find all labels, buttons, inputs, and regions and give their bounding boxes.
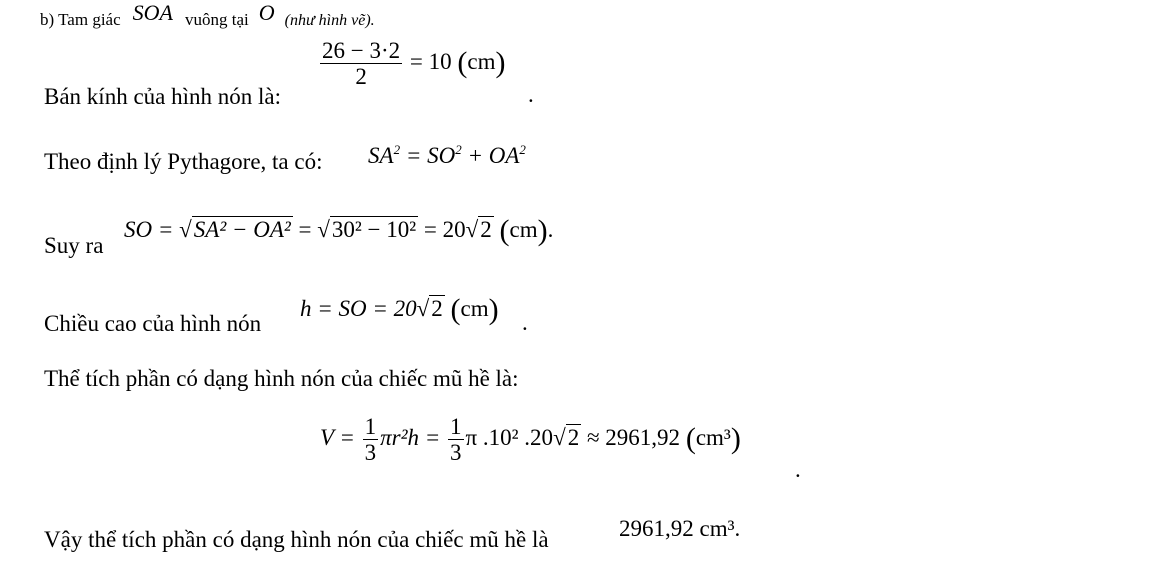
radius-label: Bán kính của hình nón là: <box>44 84 281 109</box>
volume-tail: π .10² .20 <box>465 425 554 451</box>
part-b-label: b) Tam giác <box>40 10 121 29</box>
pyth-sa: SA <box>368 143 394 168</box>
volume-approx: ≈ 2961,92 <box>586 425 681 451</box>
radius-fraction <box>320 38 402 90</box>
so-sqrt-1: SA² − OA² <box>193 217 291 242</box>
height-label: Chiều cao của hình nón <box>44 311 262 336</box>
volume-frac2-den: 3 <box>450 440 462 466</box>
so-result: = 20 <box>423 217 466 242</box>
so-unit: cm <box>509 217 538 242</box>
height-formula: h = SO = 20√2 (cm) <box>300 293 499 326</box>
volume-mid: πr²h = <box>380 425 441 451</box>
volume-frac2-num: 1 <box>450 414 462 439</box>
radius-formula: $\frac{26 - 3\cdot 2}{2}$ = 10 (cm) <box>322 38 506 90</box>
volume-frac1-den: 3 <box>364 440 377 466</box>
radius-denominator: 2 <box>355 64 367 90</box>
volume-lhs: V = <box>320 425 355 451</box>
height-period: . <box>522 310 528 335</box>
volume-label: Thể tích phần có dạng hình nón của chiếc mũ hề là: <box>44 366 519 391</box>
volume-sqrt: 2 <box>567 425 580 451</box>
right-at-text: vuông tại <box>184 10 249 29</box>
pyth-so: = SO <box>405 143 456 168</box>
pythagore-label: Theo định lý Pythagore, ta có: <box>44 149 323 174</box>
volume-fraction-1 <box>363 414 379 466</box>
volume-fraction-2 <box>448 414 464 466</box>
conclusion-value: 2961,92 cm³. <box>619 516 741 541</box>
height-sqrt: 2 <box>431 296 443 321</box>
volume-frac1-num: 1 <box>364 414 377 439</box>
conclusion-label: Vậy thể tích phần có dạng hình nón của chiếc mũ hề là <box>44 527 549 552</box>
radius-unit: cm <box>467 49 496 75</box>
radius-numerator: 26 − 3·2 <box>322 38 401 63</box>
pyth-oa: + OA <box>467 143 520 168</box>
so-formula: SO = √SA² − OA² = √30² − 10² = 20√2 (cm). <box>124 214 554 247</box>
so-eq: = <box>298 217 312 242</box>
triangle-name: SOA <box>132 0 173 25</box>
height-expr: h = SO = 20 <box>300 296 417 321</box>
so-sqrt-2: 30² − 10² <box>331 217 417 242</box>
pythagore-equation: $SA^2 = SO^2 + OA^2$ <box>368 142 526 168</box>
so-sqrt-3: 2 <box>480 217 492 242</box>
vertex-name: O <box>258 0 275 25</box>
so-lhs: SO = <box>124 217 174 242</box>
radius-period: . <box>528 82 534 107</box>
volume-period: . <box>795 457 801 482</box>
part-b-line <box>40 0 375 31</box>
so-label: Suy ra <box>44 233 104 258</box>
volume-formula: V = $\frac{1}{3}$ πr²h = $\frac{1}{3}$ π .10² .20√2 ≈ 2961,92 (cm³) <box>320 414 741 466</box>
figure-note: (như hình vẽ). <box>284 12 375 29</box>
radius-result: = 10 <box>409 49 452 75</box>
height-unit: cm <box>460 296 489 321</box>
volume-unit: cm³ <box>695 425 731 451</box>
